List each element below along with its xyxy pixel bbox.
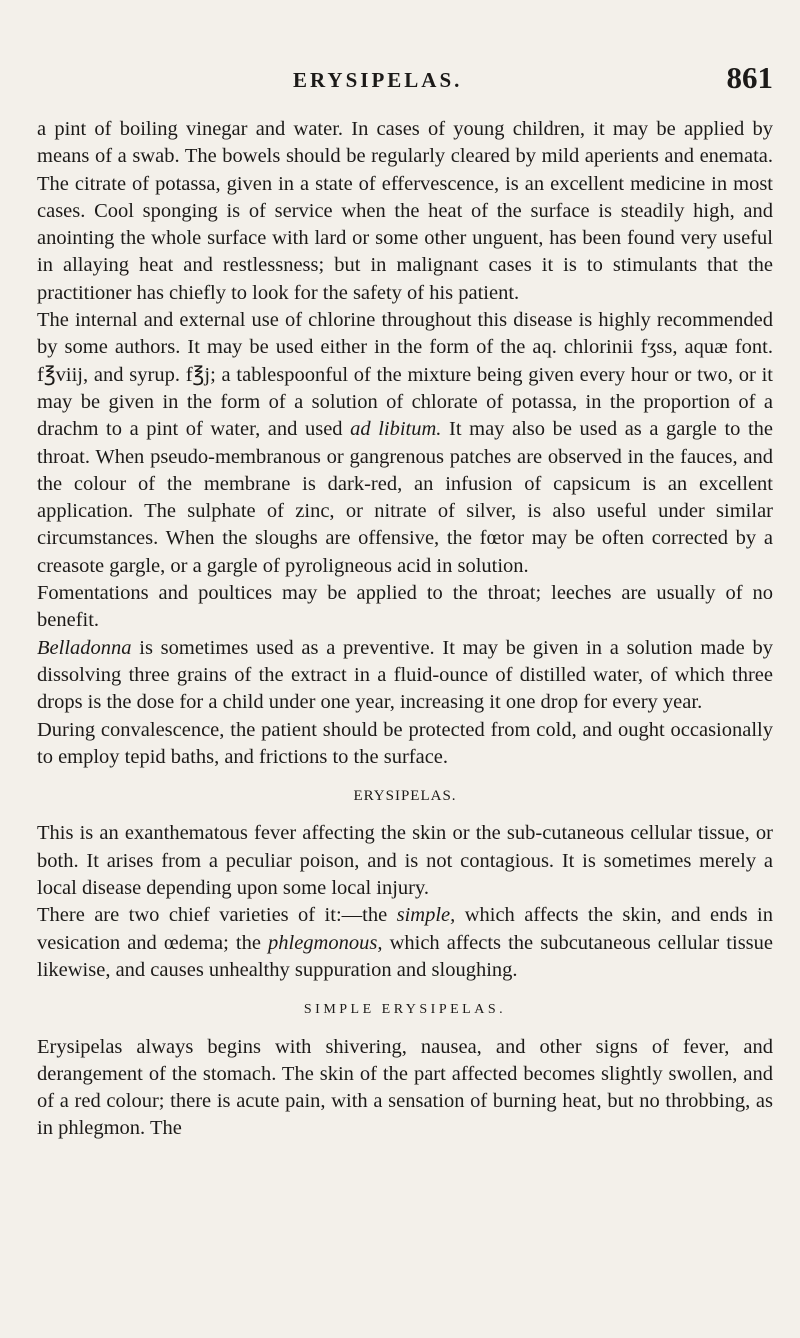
running-title: ERYSIPELAS. <box>293 68 463 92</box>
italic-belladonna: Belladonna <box>37 636 132 659</box>
varieties-mid: which affects the skin, and ends in vesication and œdema; the <box>37 904 774 954</box>
paragraph-erysipelas-definition: This is an exanthematous fever affecting the skin or the sub-cutaneous cellular tissue, or both. It arises from a peculiar poison, and is not contagious. It is sometimes merely a local disease depending upon some local injury. <box>37 822 773 900</box>
paragraph-chlorine-text: The internal and external use of chlorine throughout this disease is highly recommended by some authors. It may be used either in the form of the aq. chlorinii fʒss, aquæ font. f℥viij, and syrup. f℥j; a tablespoonful of the mixture being given every hour or two, or it may be given in the form of a solution of chlorate of potassa, in the proportion of a drachm to a pint of water, and used <box>37 309 773 441</box>
varieties-start: There are two chief varieties of it:—the <box>37 904 388 927</box>
paragraph-belladonna-text: is sometimes used as a preventive. It may be given in a solution made by dissolving three grains of the extract in a fluid-ounce of distilled water, of which three drops is the dose for a child under one year, increasing it one drop for every year. <box>37 636 773 714</box>
paragraph-chlorine-rest: It may also be used as a gargle to the throat. When pseudo-membranous or gangrenous patches are observed in the fauces, and the colour of the membrane is dark-red, an infusion of capsicum is an excellent application. The sulphate of zinc, or nitrate of silver, is also useful under similar circumstances. When the sloughs are offensive, the fœtor may be often corrected by a creasote gargle, or a gargle of pyroligneous acid in solution. <box>37 418 774 577</box>
paragraph-varieties <box>37 902 773 984</box>
paragraph-treatment-continued: a pint of boiling vinegar and water. In cases of young children, it may be applied by means of a swab. The bowels should be regularly cleared by mild aperients and enemata. The citrate of potassa, given in a state of effervescence, is an excellent medicine in most cases. Cool sponging is of service when the heat of the surface is steadily high, and anointing the whole surface with lard or some other unguent, has been found very useful in allaying heat and restlessness; but in malignant cases it is to stimulants that the practitioner has chiefly to look for the safety of his patient. <box>37 118 773 304</box>
italic-phlegmonous: phlegmonous, <box>268 931 383 954</box>
italic-simple: simple, <box>396 904 456 927</box>
subsection-heading-simple-erysipelas: SIMPLE ERYSIPELAS. <box>303 1002 507 1018</box>
paragraph-fomentations: Fomentations and poultices may be applied to the throat; leeches are usually of no benefit. <box>37 582 773 632</box>
varieties-end: which affects the subcutaneous cellular tissue likewise, and causes unhealthy suppuration and sloughing. <box>37 931 774 981</box>
paragraph-convalescence: During convalescence, the patient should be protected from cold, and ought occasionally to employ tepid baths, and frictions to the surface. <box>37 718 773 768</box>
italic-ad-libitum: ad libitum. <box>350 418 442 441</box>
page-body <box>37 116 773 1143</box>
running-head <box>37 60 773 108</box>
paragraph-chlorine <box>37 307 773 580</box>
paragraph-belladonna <box>37 635 773 717</box>
section-heading-erysipelas: ERYSIPELAS. <box>353 788 457 805</box>
page-number: 861 <box>726 60 773 95</box>
paragraph-simple-erysipelas: Erysipelas always begins with shivering, nausea, and other signs of fever, and derangement of the stomach. The skin of the part affected becomes slightly swollen, and of a red colour; there is acute pain, with a sensation of burning heat, but no throbbing, as in phlegmon. The <box>37 1035 773 1140</box>
